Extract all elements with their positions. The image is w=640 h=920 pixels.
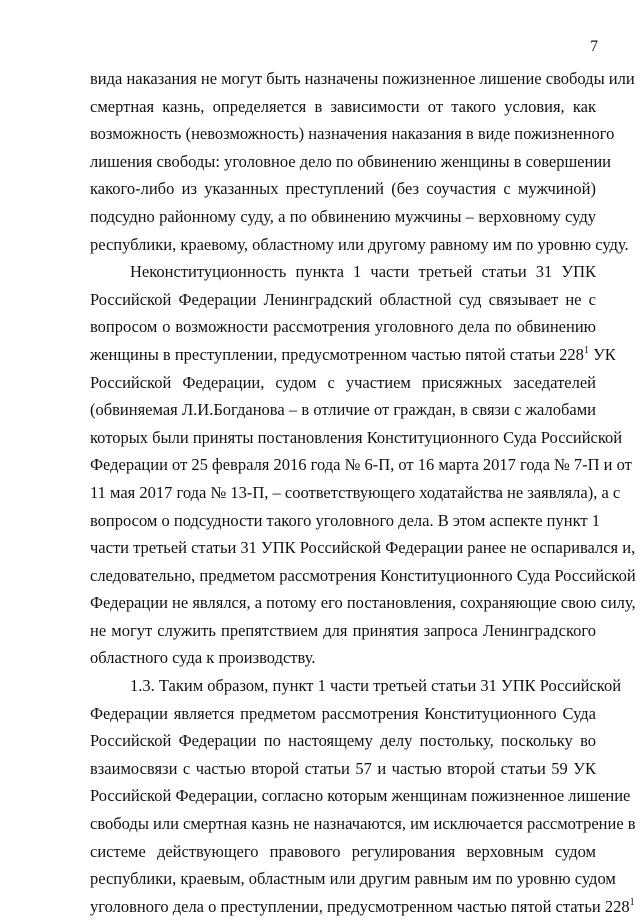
line-text: Российской Федерации, судом с участием присяжных заседателей bbox=[90, 372, 596, 392]
text-line bbox=[90, 231, 629, 259]
text-line bbox=[90, 672, 622, 700]
text-line bbox=[90, 148, 611, 176]
line-text: уголовного дела о преступлении, предусмотренном частью пятой статьи 228 bbox=[90, 896, 630, 916]
text-line bbox=[90, 727, 596, 755]
line-text: лишения свободы: уголовное дело по обвинению женщины в совершении bbox=[90, 151, 611, 171]
text-line bbox=[90, 175, 596, 203]
line-text: части третьей статьи 31 УПК Российской Федерации ранее не оспаривался и, bbox=[90, 538, 636, 558]
text-line bbox=[90, 617, 596, 645]
line-text: (обвиняемая Л.И.Богданова – в отличие от граждан, в связи с жалобами bbox=[90, 400, 596, 420]
text-line bbox=[90, 838, 596, 866]
text-line bbox=[90, 755, 596, 783]
text-line bbox=[90, 258, 596, 286]
text-line bbox=[90, 93, 596, 121]
text-line bbox=[90, 782, 631, 810]
body-text bbox=[90, 65, 636, 920]
line-text-after: УК bbox=[588, 344, 616, 364]
page-number: 7 bbox=[590, 38, 598, 55]
line-text: Неконституционность пункта 1 части третьей статьи 31 УПК bbox=[130, 262, 596, 282]
line-text: областного суда к производству. bbox=[90, 648, 316, 668]
line-text: свободы или смертная казнь не назначаются, им исключается рассмотрение в bbox=[90, 814, 636, 834]
line-text: женщины в преступлении, предусмотренном частью пятой статьи 228 bbox=[90, 344, 584, 364]
superscript: 1 bbox=[583, 344, 589, 356]
line-text: не могут служить препятствием для принятия запроса Ленинградского bbox=[90, 620, 596, 640]
line-text: вопросом о возможности рассмотрения уголовного дела по обвинению bbox=[90, 317, 596, 337]
line-text: следовательно, предметом рассмотрения Конституционного Суда Российской bbox=[90, 565, 636, 585]
line-text: подсудно районному суду, а по обвинению мужчины – верховному суду bbox=[90, 206, 596, 226]
line-text: системе действующего правового регулирования верховным судом bbox=[90, 841, 596, 861]
text-line bbox=[90, 893, 635, 920]
text-line bbox=[90, 396, 596, 424]
text-line bbox=[90, 507, 600, 535]
line-text: какого-либо из указанных преступлений (без соучастия с мужчиной) bbox=[90, 179, 596, 199]
text-line bbox=[90, 479, 621, 507]
line-text: взаимосвязи с частью второй статьи 57 и частью второй статьи 59 УК bbox=[90, 758, 596, 778]
text-line bbox=[90, 810, 636, 838]
line-text: Федерации от 25 февраля 2016 года № 6-П, от 16 марта 2017 года № 7-П и от bbox=[90, 455, 632, 475]
line-text: Российской Федерации Ленинградский областной суд связывает не с bbox=[90, 289, 596, 309]
text-line bbox=[90, 369, 596, 397]
text-line bbox=[90, 451, 632, 479]
line-text: вида наказания не могут быть назначены пожизненное лишение свободы или bbox=[90, 69, 635, 88]
line-text: возможность (невозможность) назначения наказания в виде пожизненного bbox=[90, 124, 615, 144]
text-line bbox=[90, 313, 596, 341]
line-text: Федерации не являлся, а потому его постановления, сохраняющие свою силу, bbox=[90, 593, 636, 613]
line-text: которых были приняты постановления Конституционного Суда Российской bbox=[90, 427, 623, 447]
superscript: 1 bbox=[629, 896, 635, 908]
text-line bbox=[90, 203, 596, 231]
line-text: республики, краевому, областному или другому равному им по уровню суду. bbox=[90, 234, 629, 254]
text-line bbox=[90, 700, 596, 728]
line-text: 11 мая 2017 года № 13-П, – соответствующего ходатайства не заявляла), а с bbox=[90, 482, 621, 502]
text-line bbox=[90, 120, 615, 148]
text-line bbox=[90, 644, 596, 672]
text-line bbox=[90, 286, 596, 314]
text-line bbox=[90, 424, 623, 452]
line-text: Российской Федерации по настоящему делу постольку, поскольку во bbox=[90, 731, 596, 751]
text-line bbox=[90, 65, 635, 93]
text-line bbox=[90, 534, 636, 562]
text-line bbox=[90, 865, 616, 893]
text-line bbox=[90, 589, 636, 617]
line-text: вопросом о подсудности такого уголовного дела. В этом аспекте пункт 1 bbox=[90, 510, 600, 530]
line-text: Федерации является предметом рассмотрения Конституционного Суда bbox=[90, 703, 596, 723]
line-text: смертная казнь, определяется в зависимости от такого условия, как bbox=[90, 96, 596, 116]
line-text: республики, краевым, областным или другим равным им по уровню судом bbox=[90, 869, 616, 889]
line-text: Российской Федерации, согласно которым женщинам пожизненное лишение bbox=[90, 786, 631, 806]
text-line bbox=[90, 562, 636, 590]
text-line bbox=[90, 341, 616, 369]
line-text: 1.3. Таким образом, пункт 1 части третьей статьи 31 УПК Российской bbox=[130, 676, 622, 696]
